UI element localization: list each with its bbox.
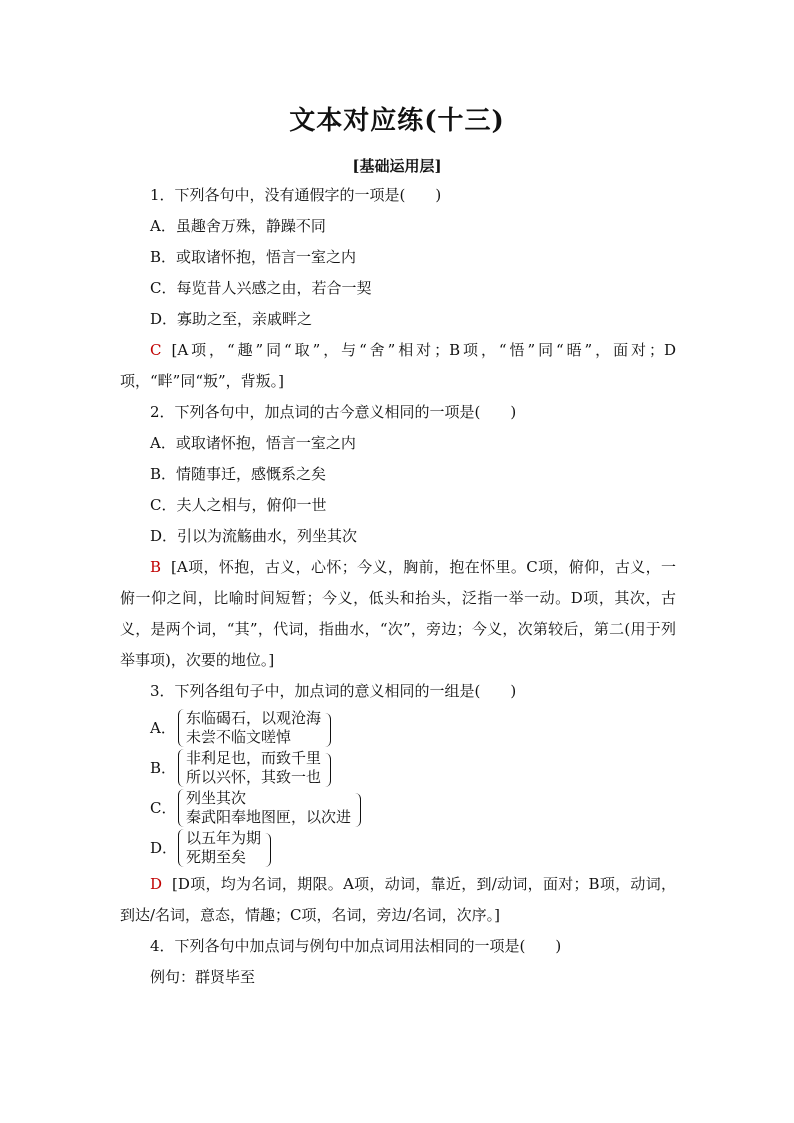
question-3-stem: 3．下列各组句子中，加点词的意义相同的一组是( )	[150, 682, 517, 700]
question-1-option-a: A．虽趣舍万殊，静躁不同	[150, 217, 326, 235]
question-1-explanation: [A项，“趣”同“取”，与“舍”相对；B项，“悟”同“晤”，面对；D项，“畔”同“叛”，背叛。]	[120, 341, 676, 390]
option-pair	[180, 789, 357, 827]
option-pair	[180, 829, 267, 867]
right-paren	[355, 793, 361, 827]
option-letter: D．	[150, 838, 178, 857]
option-pair	[180, 709, 327, 747]
question-3-option-c	[120, 789, 676, 827]
option-pair	[180, 749, 327, 787]
question-2-answer-letter: B	[150, 558, 162, 576]
question-2-answer-block	[120, 552, 676, 676]
question-4-example: 例句：群贤毕至	[150, 968, 256, 986]
question-3-option-b	[120, 749, 676, 787]
left-brace	[178, 749, 185, 787]
question-1-option-b: B．或取诸怀抱，悟言一室之内	[150, 248, 357, 266]
option-line-1: 列坐其次	[186, 789, 247, 807]
right-paren	[265, 833, 271, 867]
question-2-option-c: C．夫人之相与，俯仰一世	[150, 496, 327, 514]
question-1-answer-letter: C	[150, 341, 162, 359]
left-brace	[178, 829, 185, 867]
left-brace	[178, 789, 185, 827]
option-line-1: 东临碣石，以观沧海	[186, 709, 322, 727]
question-2-option-d: D．引以为流觞曲水，列坐其次	[150, 527, 358, 545]
option-letter: A．	[150, 718, 176, 737]
question-1-option-d: D．寡助之至，亲戚畔之	[150, 310, 313, 328]
option-letter: C．	[150, 798, 177, 817]
right-paren	[325, 753, 331, 787]
question-2-option-b: B．情随事迁，感慨系之矣	[150, 465, 327, 483]
section-heading: [基础运用层]	[352, 157, 442, 175]
option-line-1: 非利足也，而致千里	[186, 749, 322, 767]
option-line-2: 所以兴怀，其致一也	[186, 768, 322, 786]
question-2-stem: 2．下列各句中，加点词的古今意义相同的一项是( )	[150, 403, 517, 421]
option-line-2: 秦武阳奉地图匣，以次进	[186, 808, 352, 826]
question-3-explanation: [D项，均为名词，期限。A项，动词，靠近，到/动词，面对；B项，动词，到达/名词，意态，情趣；C项，名词，旁边/名词，次序。]	[120, 875, 676, 924]
question-2-option-a: A．或取诸怀抱，悟言一室之内	[150, 434, 356, 452]
option-letter: B．	[150, 758, 177, 777]
question-1-stem: 1．下列各句中，没有通假字的一项是( )	[150, 186, 442, 204]
left-brace	[178, 709, 185, 747]
question-list	[120, 180, 676, 993]
page-title: 文本对应练(十三)	[289, 106, 505, 136]
option-line-1: 以五年为期	[186, 829, 262, 847]
question-4-stem: 4．下列各句中加点词与例句中加点词用法相同的一项是( )	[150, 937, 562, 955]
right-paren	[325, 713, 331, 747]
option-line-2: 死期至矣	[186, 848, 247, 866]
question-1-option-c: C．每览昔人兴感之由，若合一契	[150, 279, 372, 297]
question-2-explanation: [A项，怀抱，古义，心怀；今义，胸前，抱在怀里。C项，俯仰，古义，一俯一仰之间，比喻时间短暂；今义，低头和抬头，泛指一举一动。D项，其次，古义，是两个词，“其”，代词，指曲水，“次”，旁边；今义，次第较后，第二(用于列举事项)，次要的地位。]	[120, 558, 676, 669]
option-line-2: 未尝不临文嗟悼	[186, 728, 292, 746]
question-3-option-d	[120, 829, 676, 867]
question-3-answer-letter: D	[150, 875, 163, 893]
question-1-answer-block	[120, 335, 676, 397]
question-3-answer-block	[120, 869, 676, 931]
question-3-option-a	[120, 709, 676, 747]
